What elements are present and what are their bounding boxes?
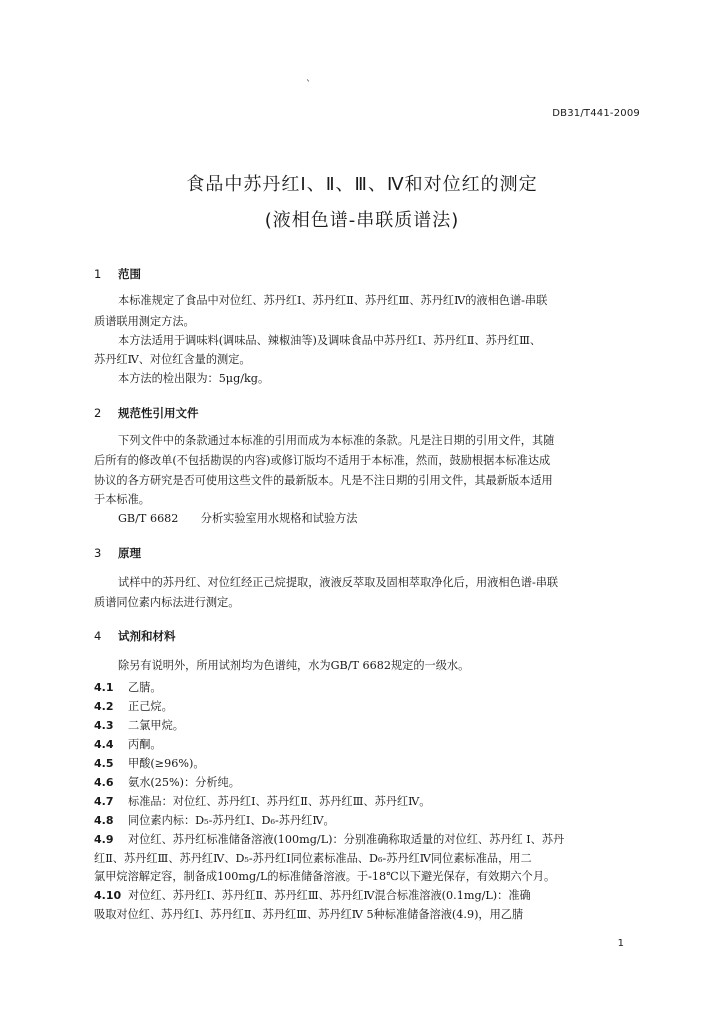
item-number: 4.9 xyxy=(94,833,114,846)
item-text: 正己烷。 xyxy=(128,700,173,713)
item-number: 4.3 xyxy=(94,719,114,732)
document-title: 食品中苏丹红Ⅰ、Ⅱ、Ⅲ、Ⅳ和对位红的测定 xyxy=(186,174,538,195)
paragraph-line: 于本标准。 xyxy=(94,493,150,506)
section-1-heading xyxy=(94,266,141,282)
list-item xyxy=(94,697,644,717)
item-text: 丙酮。 xyxy=(128,738,162,751)
list-item xyxy=(94,716,644,736)
section-number: 3 xyxy=(94,546,102,560)
scan-mark: ` xyxy=(306,80,311,91)
list-item xyxy=(94,678,644,698)
paragraph-line: 红Ⅱ、苏丹红Ⅲ、苏丹红Ⅳ、D₅-苏丹红Ⅰ同位素标准品、D₆-苏丹红Ⅳ同位素标准品，用二 xyxy=(94,852,532,865)
section-3-heading xyxy=(94,545,141,561)
item-number: 4.4 xyxy=(94,738,114,751)
item-number: 4.8 xyxy=(94,814,114,827)
paragraph-line: 下列文件中的条款通过本标准的引用而成为本标准的条款。凡是注日期的引用文件，其随 xyxy=(118,434,555,447)
paragraph-line: 本标准规定了食品中对位红、苏丹红Ⅰ、苏丹红Ⅱ、苏丹红Ⅲ、苏丹红Ⅳ的液相色谱-串联 xyxy=(118,294,548,307)
list-item xyxy=(94,754,644,774)
item-text: 同位素内标：D₅-苏丹红Ⅰ、D₆-苏丹红Ⅳ。 xyxy=(128,814,335,827)
section-title: 范围 xyxy=(118,267,141,281)
item-text: 甲酸(≥96%)。 xyxy=(128,757,205,770)
item-number: 4.1 xyxy=(94,681,114,694)
item-text: 氨水(25%)：分析纯。 xyxy=(128,776,240,789)
paragraph-line: 后所有的修改单(不包括勘误的内容)或修订版均不适用于本标准，然而，鼓励根据本标准达成 xyxy=(94,454,551,467)
page-number: 1 xyxy=(617,938,624,949)
section-number: 2 xyxy=(94,406,102,420)
paragraph-line: 除另有说明外，所用试剂均为色谱纯，水为GB/T 6682规定的一级水。 xyxy=(118,659,470,672)
paragraph-line: 协议的各方研究是否可使用这些文件的最新版本。凡是不注日期的引用文件，其最新版本适用 xyxy=(94,474,553,487)
paragraph-line: 试样中的苏丹红、对位红经正己烷提取，液液反萃取及固相萃取净化后，用液相色谱-串联 xyxy=(118,576,559,589)
list-item xyxy=(94,735,644,755)
section-number: 1 xyxy=(94,267,102,281)
paragraph-line: 质谱同位素内标法进行测定。 xyxy=(94,596,240,609)
list-item xyxy=(94,773,644,793)
paragraph-line: 苏丹红Ⅳ、对位红含量的测定。 xyxy=(94,353,251,366)
paragraph-line: 本方法的检出限为：5μg/kg。 xyxy=(118,372,270,385)
section-2-heading xyxy=(94,405,199,421)
paragraph-line: 质谱联用测定方法。 xyxy=(94,315,195,328)
reference-line: GB/T 6682 分析实验室用水规格和试验方法 xyxy=(118,512,358,525)
section-number: 4 xyxy=(94,629,102,643)
list-item xyxy=(94,830,644,850)
section-title: 试剂和材料 xyxy=(118,629,176,643)
item-number: 4.2 xyxy=(94,700,114,713)
section-title: 原理 xyxy=(118,546,141,560)
item-number: 4.5 xyxy=(94,757,114,770)
paragraph-line: 氯甲烷溶解定容，制备成100mg/L的标准储备溶液。于-18℃以下避光保存，有效期六个月。 xyxy=(94,870,556,883)
paragraph-line: 吸取对位红、苏丹红Ⅰ、苏丹红Ⅱ、苏丹红Ⅲ、苏丹红Ⅳ 5种标准储备溶液(4.9)，用乙腈 xyxy=(94,908,524,921)
item-text: 乙腈。 xyxy=(128,681,162,694)
document-subtitle: (液相色谱-串联质谱法) xyxy=(264,210,460,231)
section-4-heading xyxy=(94,628,176,644)
item-text: 标准品：对位红、苏丹红Ⅰ、苏丹红Ⅱ、苏丹红Ⅲ、苏丹红Ⅳ。 xyxy=(128,795,431,808)
standard-code: DB31/T441-2009 xyxy=(552,108,640,119)
section-title: 规范性引用文件 xyxy=(118,406,199,420)
list-item xyxy=(94,886,644,906)
item-text: 对位红、苏丹红Ⅰ、苏丹红Ⅱ、苏丹红Ⅲ、苏丹红Ⅳ混合标准溶液(0.1mg/L)：准确 xyxy=(128,889,531,902)
item-number: 4.7 xyxy=(94,795,114,808)
list-item xyxy=(94,811,644,831)
item-text: 对位红、苏丹红标准储备溶液(100mg/L)：分别准确称取适量的对位红、苏丹红 Ⅰ、苏丹 xyxy=(128,833,565,846)
item-number: 4.6 xyxy=(94,776,114,789)
paragraph-line: 本方法适用于调味料(调味品、辣椒油等)及调味食品中苏丹红Ⅰ、苏丹红Ⅱ、苏丹红Ⅲ、 xyxy=(118,334,542,347)
item-number: 4.10 xyxy=(94,889,122,902)
list-item xyxy=(94,792,644,812)
item-text: 二氯甲烷。 xyxy=(128,719,184,732)
